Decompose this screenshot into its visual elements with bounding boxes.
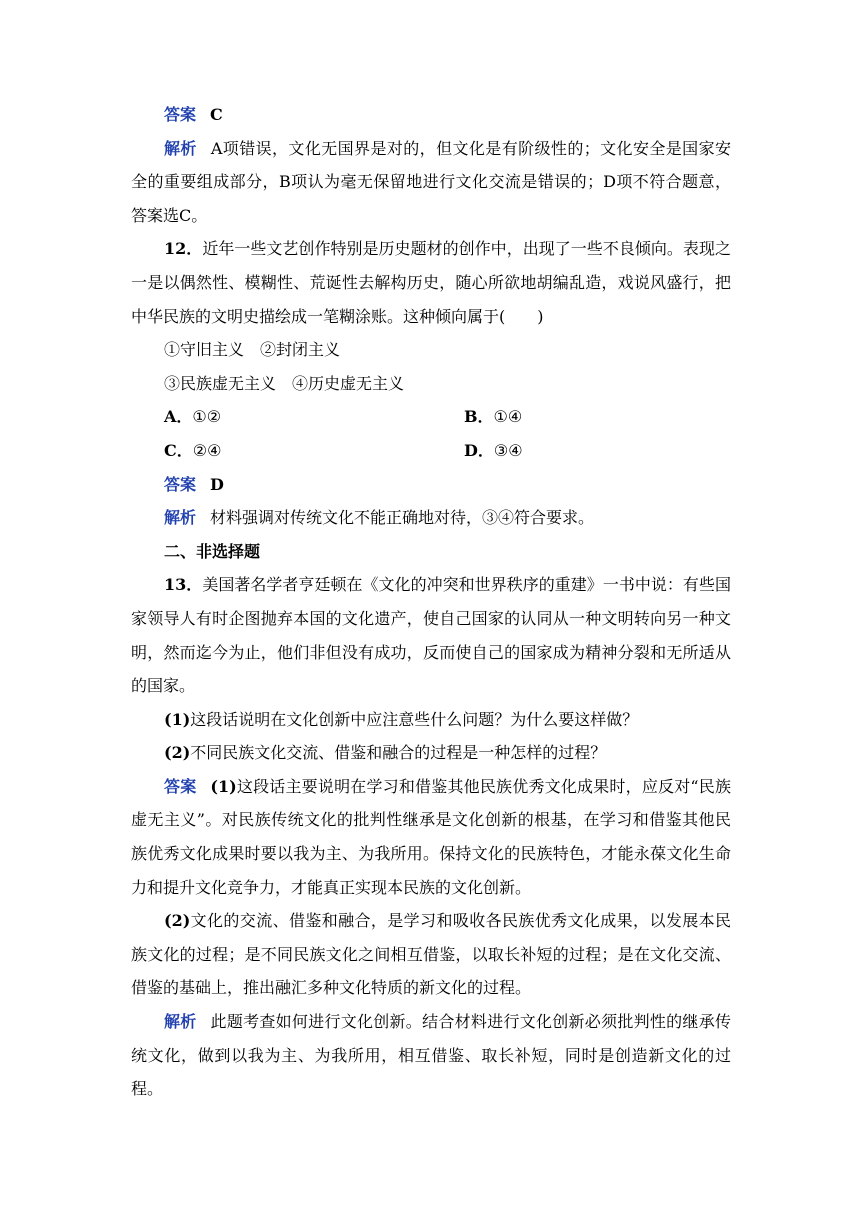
analysis-text: 材料强调对传统文化不能正确地对待，③④符合要求。 — [210, 508, 595, 528]
question-number: 12． — [164, 239, 203, 259]
q12-stem — [131, 232, 731, 333]
sub-question-label: (1) — [164, 709, 191, 729]
section-heading: 二、非选择题 — [164, 541, 261, 561]
q13-sub-question-2 — [131, 736, 731, 770]
q13-sub-question-1 — [131, 703, 731, 737]
analysis-text: A项错误，文化无国界是对的，但文化是有阶级性的；文化安全是国家安全的重要组成部分，B项认为毫无保留地进行文化交流是错误的；D项不符合题意，答案选C。 — [131, 138, 731, 225]
option-c — [164, 434, 464, 468]
option-text: ③④ — [493, 440, 523, 460]
answer-text: 文化的交流、借鉴和融合，是学习和吸收各民族优秀文化成果，以发展本民族文化的过程；是不同民族文化之间相互借鉴，以取长补短的过程；是在文化交流、借鉴的基础上，推出融汇多种文化特质的新文化的过程。 — [131, 911, 731, 998]
q13-stem — [131, 568, 731, 702]
answer-label: (2) — [164, 911, 191, 931]
option-label: D． — [464, 440, 494, 460]
option-label: A． — [164, 407, 193, 427]
option-text: ②④ — [192, 440, 222, 460]
sub-question-text: 这段话说明在文化创新中应注意些什么问题？为什么要这样做？ — [190, 709, 639, 729]
q13-answer-1 — [131, 770, 731, 904]
answer-text: 这段话主要说明在学习和借鉴其他民族优秀文化成果时，应反对“民族虚无主义”。对民族传统文化的批判性继承是文化创新的根基，在学习和借鉴其他民族优秀文化成果时要以我为主、为我所用。保持文化的民族特色，才能永葆文化生命力和提升文化竞争力，才能真正实现本民族的文化创新。 — [131, 776, 731, 897]
option-text: ①④ — [493, 407, 523, 427]
q13-answer-2 — [131, 904, 731, 1005]
analysis-text: 此题考查如何进行文化创新。结合材料进行文化创新必须批判性的继承传统文化，做到以我为主、为我所用，相互借鉴、取长补短，同时是创造新文化的过程。 — [131, 1012, 731, 1099]
q11-analysis — [131, 132, 731, 233]
q12-analysis — [131, 501, 731, 535]
q12-options-row-1 — [131, 400, 731, 434]
option-d — [464, 434, 523, 468]
question-text: 美国著名学者亨廷顿在《文化的冲突和世界秩序的重建》一书中说：有些国家领导人有时企图抛弃本国的文化遗产，使自己国家的认同从一种文明转向另一种文明，然而迄今为止，他们非但没有成功，反而使自己的国家成为精神分裂和无所适从的国家。 — [131, 575, 731, 696]
option-text: ①② — [192, 407, 222, 427]
question-text: 近年一些文艺创作特别是历史题材的创作中，出现了一些不良倾向。表现之一是以偶然性、模糊性、荒诞性去解构历史，随心所欲地胡编乱造，戏说风盛行，把中华民族的文明史描绘成一笔糊涂账。这种倾向属于( ) — [131, 239, 731, 326]
option-a — [164, 400, 464, 434]
option-b — [464, 400, 522, 434]
q13-analysis — [131, 1005, 731, 1106]
analysis-tag: 解析 — [164, 508, 197, 528]
q11-answer — [131, 98, 731, 132]
q12-options-row-2 — [131, 434, 731, 468]
sub-question-label: (2) — [164, 743, 191, 763]
question-number: 13． — [164, 575, 203, 595]
option-label: B． — [464, 407, 494, 427]
analysis-tag: 解析 — [164, 1012, 197, 1032]
q12-items-line-2: ③民族虚无主义 ④历史虚无主义 — [164, 373, 405, 393]
analysis-tag: 解析 — [164, 138, 197, 158]
answer-value: C — [210, 105, 223, 124]
q12-items-line-1: ①守旧主义 ②封闭主义 — [164, 340, 341, 360]
document-body — [131, 98, 731, 1106]
answer-tag: 答案 — [164, 776, 197, 796]
answer-label: (1) — [210, 776, 237, 796]
option-label: C． — [164, 440, 193, 460]
sub-question-text: 不同民族文化交流、借鉴和融合的过程是一种怎样的过程？ — [190, 743, 607, 763]
answer-tag: 答案 — [164, 474, 197, 494]
q12-answer — [131, 468, 731, 502]
answer-tag: 答案 — [164, 105, 197, 124]
answer-value: D — [210, 474, 224, 494]
